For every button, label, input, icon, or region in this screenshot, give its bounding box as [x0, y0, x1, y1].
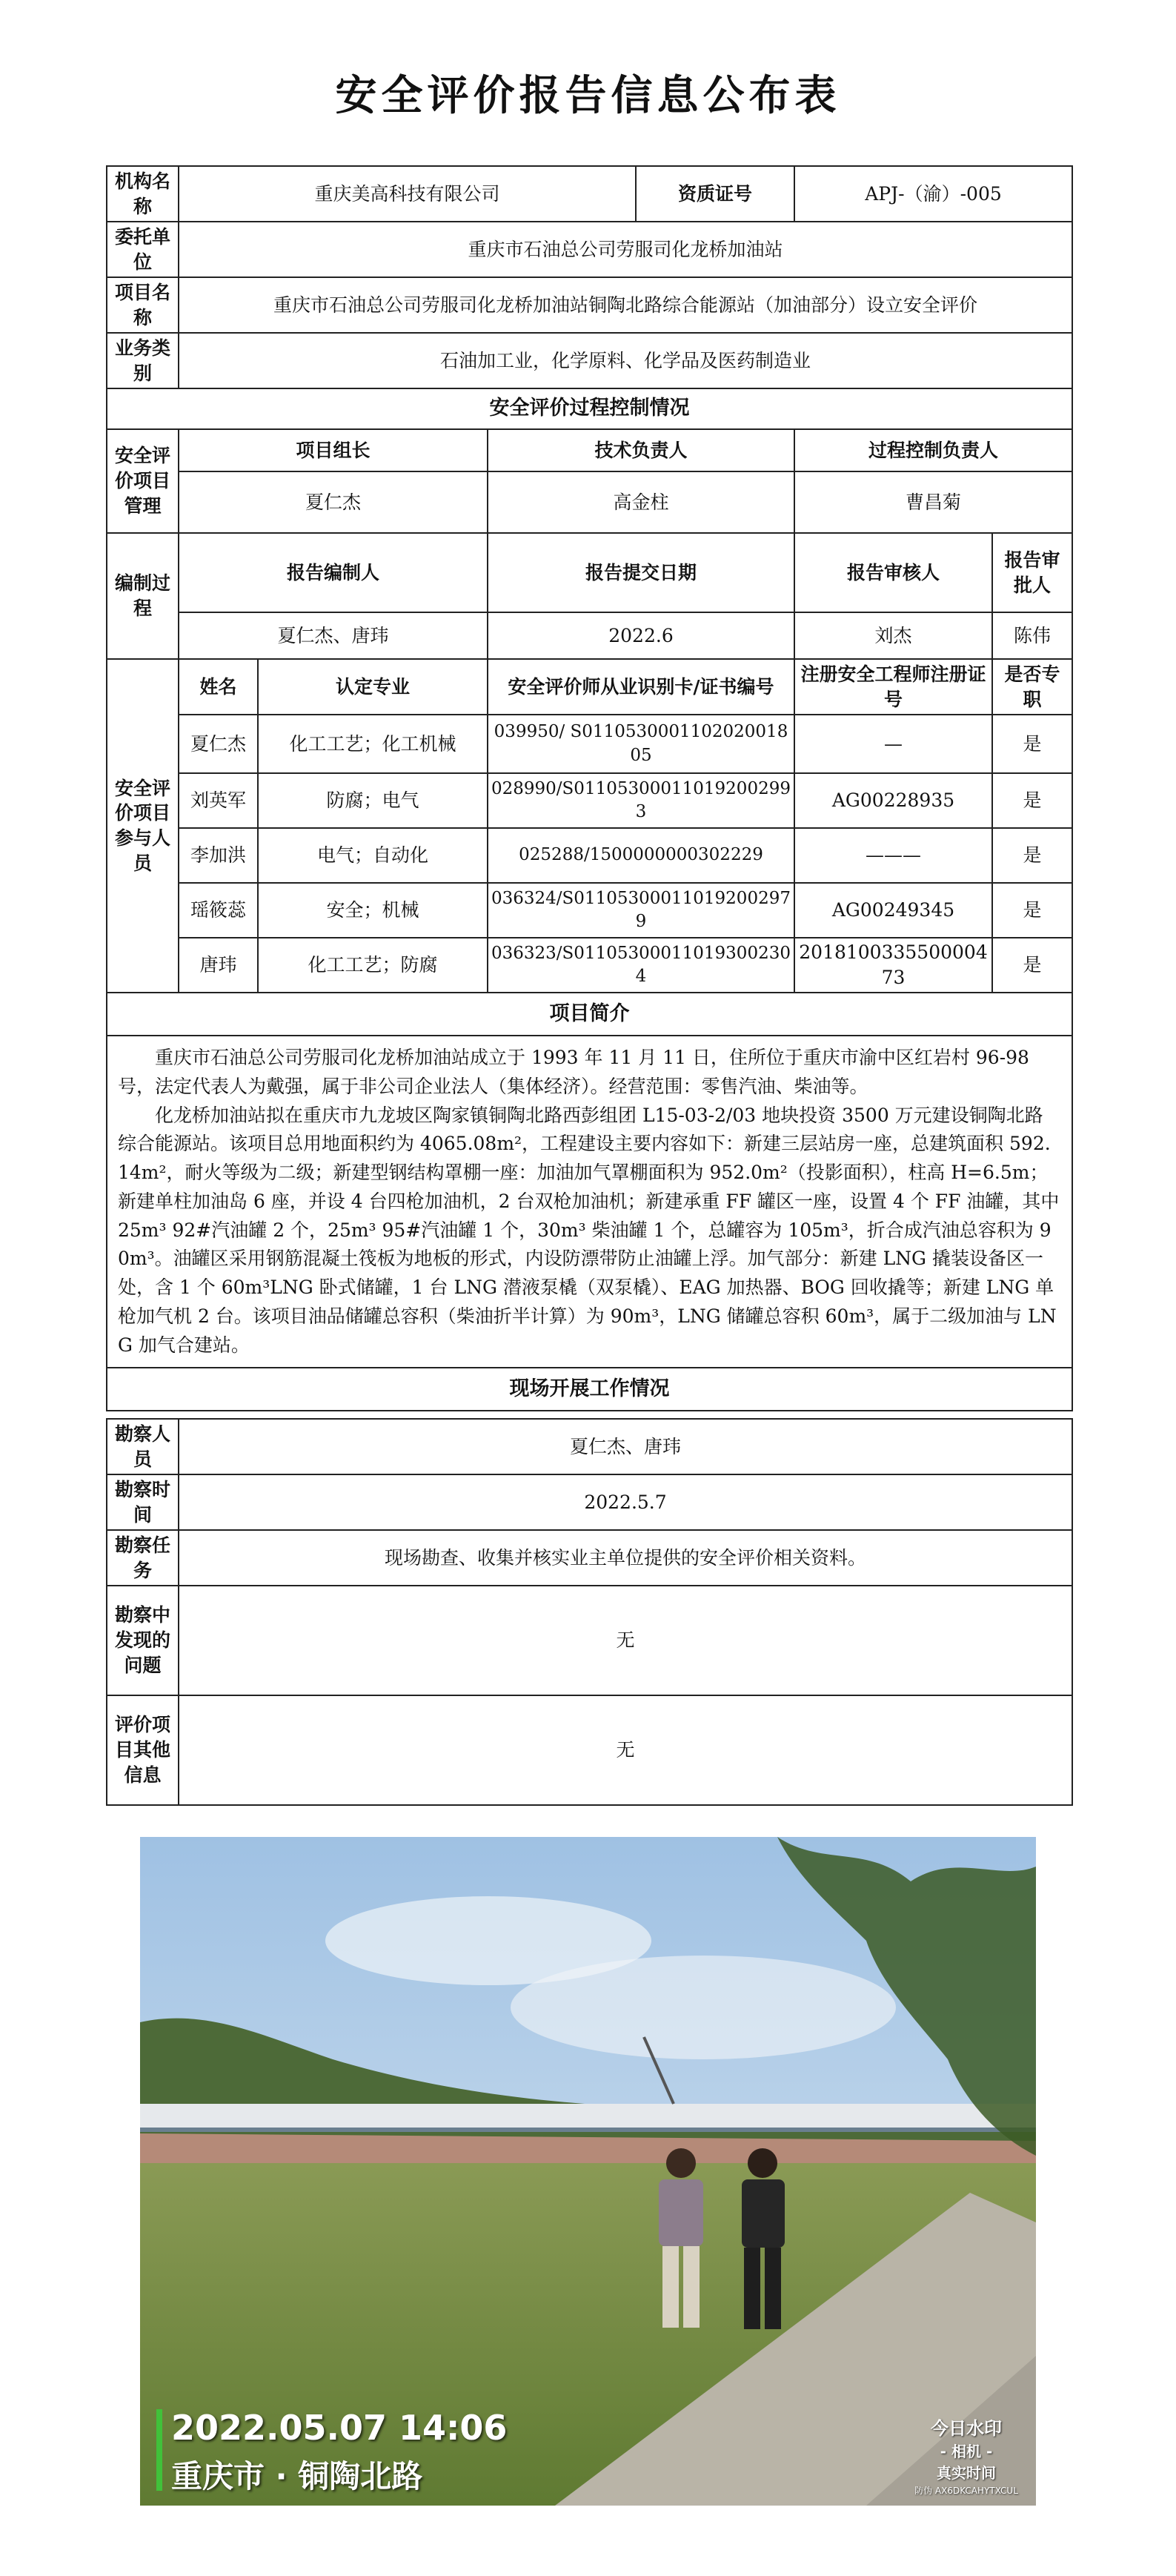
participants-header-reg: 注册安全工程师注册证号 [794, 659, 992, 715]
participant-reg: ——— [794, 828, 992, 883]
page-title: 安全评价报告信息公布表 [335, 72, 841, 120]
survey-staff-value: 夏仁杰、唐玮 [179, 1419, 1072, 1474]
participant-name: 瑶筱蕊 [179, 883, 258, 938]
survey-task-label: 勘察任务 [107, 1530, 179, 1586]
participant-major: 化工工艺；化工机械 [258, 715, 488, 773]
table-row [107, 883, 1072, 938]
org-name: 重庆美高科技有限公司 [179, 166, 636, 222]
participant-fulltime: 是 [992, 773, 1072, 828]
participant-fulltime: 是 [992, 828, 1072, 883]
participants-header-major: 认定专业 [258, 659, 488, 715]
survey-issues-label: 勘察中发现的问题 [107, 1586, 179, 1695]
participant-fulltime: 是 [992, 938, 1072, 993]
cert-label: 资质证号 [636, 166, 794, 222]
fieldwork-table [106, 1418, 1073, 1806]
client-value: 重庆市石油总公司劳服司化龙桥加油站 [179, 222, 1072, 277]
participants-header-fulltime: 是否专职 [992, 659, 1072, 715]
prep-header-author: 报告编制人 [179, 533, 488, 612]
mgmt-header-tech: 技术负责人 [488, 429, 794, 471]
intro-paragraph: 重庆市石油总公司劳服司化龙桥加油站成立于 1993 年 11 月 11 日，住所位于重庆市渝中区红岩村 96-98 号，法定代表人为戴强，属于非公司企业法人（集体经济）。经营范围：零售汽油、柴油等。 [118, 1047, 1029, 1097]
participant-name: 夏仁杰 [179, 715, 258, 773]
survey-time-value: 2022.5.7 [179, 1474, 1072, 1530]
survey-issues-value: 无 [179, 1586, 1072, 1695]
participant-fulltime: 是 [992, 715, 1072, 773]
table-row [107, 828, 1072, 883]
intro-text [107, 1036, 1072, 1368]
table-row [107, 1419, 1072, 1474]
participant-reg: 201810033550000473 [794, 938, 992, 993]
photo-timestamp: 2022.05.07 14:06 [171, 2408, 508, 2448]
client-label: 委托单位 [107, 222, 179, 277]
cert-number: APJ-（渝）-005 [794, 166, 1072, 222]
table-row [107, 938, 1072, 993]
participant-major: 安全；机械 [258, 883, 488, 938]
mgmt-label: 安全评价项目管理 [107, 429, 179, 533]
mgmt-header-process: 过程控制负责人 [794, 429, 1072, 471]
prep-header-date: 报告提交日期 [488, 533, 794, 612]
survey-staff-label: 勘察人员 [107, 1419, 179, 1474]
participant-card: 028990/S011053000110192002993 [488, 773, 794, 828]
participants-header-card: 安全评价师从业识别卡/证书编号 [488, 659, 794, 715]
intro-section-title: 项目简介 [107, 993, 1072, 1036]
participant-name: 唐玮 [179, 938, 258, 993]
watermark-code: 防伪 AX6DKCAHYTXCUL [914, 2486, 1018, 2496]
intro-paragraph: 化龙桥加油站拟在重庆市九龙坡区陶家镇铜陶北路西彭组团 L15-03-2/03 地块投资 3500 万元建设铜陶北路综合能源站。该项目总用地面积约为 4065.08m²，工程建设主要内容如下：新建三层站房一座，总建筑面积 592.14m²，耐火等级为二级；新建型钢结构罩棚一座：加油加气罩棚面积为 952.0m²（投影面积），柱高 H=6.5m；新建单柱加油岛 6 座，并设 4 台四枪加油机，2 台双枪加油机；新建承重 FF 罐区一座，设置 4 个 FF 油罐，其中 25m³ 92#汽油罐 2 个，25m³ 95#汽油罐 1 个，30m³ 柴油罐 1 个，总罐容为 105m³，折合成汽油总容积为 90m³。油罐区采用钢筋混凝土筏板为地板的形式，内设防漂带防止油罐上浮。加气部分：新建 LNG 撬装设备区一处，含 1 个 60m³LNG 卧式储罐，1 台 LNG 潜液泵橇（双泵橇）、EAG 加热器、BOG 回收撬等；新建 LNG 单枪加气机 2 台。该项目油品储罐总容积（柴油折半计算）为 90m³，LNG 储罐总容积 60m³，属于二级加油与 LNG 加气合建站。 [118, 1104, 1060, 1356]
mgmt-header-leader: 项目组长 [179, 429, 488, 471]
participants-label: 安全评价项目参与人员 [107, 659, 179, 993]
prep-reviewer: 刘杰 [794, 612, 992, 659]
prep-approver: 陈伟 [992, 612, 1072, 659]
participant-card: 039950/ S011053000110202001805 [488, 715, 794, 773]
watermark-logo [907, 2414, 1026, 2497]
participant-reg: AG00228935 [794, 773, 992, 828]
business-label: 业务类别 [107, 333, 179, 388]
business-value: 石油加工业，化学原料、化学品及医药制造业 [179, 333, 1072, 388]
prep-header-reviewer: 报告审核人 [794, 533, 992, 612]
prep-header-approver: 报告审批人 [992, 533, 1072, 612]
watermark-real-time: 真实时间 [937, 2464, 996, 2482]
participant-fulltime: 是 [992, 883, 1072, 938]
participant-reg: — [794, 715, 992, 773]
watermark-camera: - 相机 - [940, 2443, 993, 2460]
timestamp-bar [156, 2409, 162, 2491]
project-value: 重庆市石油总公司劳服司化龙桥加油站铜陶北路综合能源站（加油部分）设立安全评价 [179, 277, 1072, 333]
participant-name: 刘英军 [179, 773, 258, 828]
participants-header-name: 姓名 [179, 659, 258, 715]
participant-name: 李加洪 [179, 828, 258, 883]
participant-card: 036323/S011053000110193002304 [488, 938, 794, 993]
info-table [106, 165, 1073, 1411]
control-section-title: 安全评价过程控制情况 [107, 388, 1072, 429]
mgmt-leader: 夏仁杰 [179, 471, 488, 533]
site-photo-scene [140, 1837, 1036, 2506]
table-row [107, 715, 1072, 773]
participant-card: 036324/S011053000110192002979 [488, 883, 794, 938]
participant-reg: AG00249345 [794, 883, 992, 938]
table-row [107, 1695, 1072, 1805]
table-row [107, 1530, 1072, 1586]
survey-time-label: 勘察时间 [107, 1474, 179, 1530]
table-row [107, 1474, 1072, 1530]
project-label: 项目名称 [107, 277, 179, 333]
prep-label: 编制过程 [107, 533, 179, 659]
mgmt-tech: 高金柱 [488, 471, 794, 533]
table-row [107, 773, 1072, 828]
participant-major: 电气；自动化 [258, 828, 488, 883]
table-row [107, 1586, 1072, 1695]
prep-author: 夏仁杰、唐玮 [179, 612, 488, 659]
other-info-label: 评价项目其他信息 [107, 1695, 179, 1805]
survey-task-value: 现场勘查、收集并核实业主单位提供的安全评价相关资料。 [179, 1530, 1072, 1586]
watermark-brand: 今日水印 [931, 2418, 1002, 2439]
site-photo [140, 1837, 1036, 2506]
participant-card: 025288/1500000000302229 [488, 828, 794, 883]
participant-major: 化工工艺；防腐 [258, 938, 488, 993]
photo-location: 重庆市 · 铜陶北路 [171, 2458, 423, 2494]
prep-date: 2022.6 [488, 612, 794, 659]
participant-major: 防腐；电气 [258, 773, 488, 828]
org-name-label: 机构名称 [107, 166, 179, 222]
mgmt-process: 曹昌菊 [794, 471, 1072, 533]
fieldwork-section-title: 现场开展工作情况 [107, 1368, 1072, 1411]
other-info-value: 无 [179, 1695, 1072, 1805]
